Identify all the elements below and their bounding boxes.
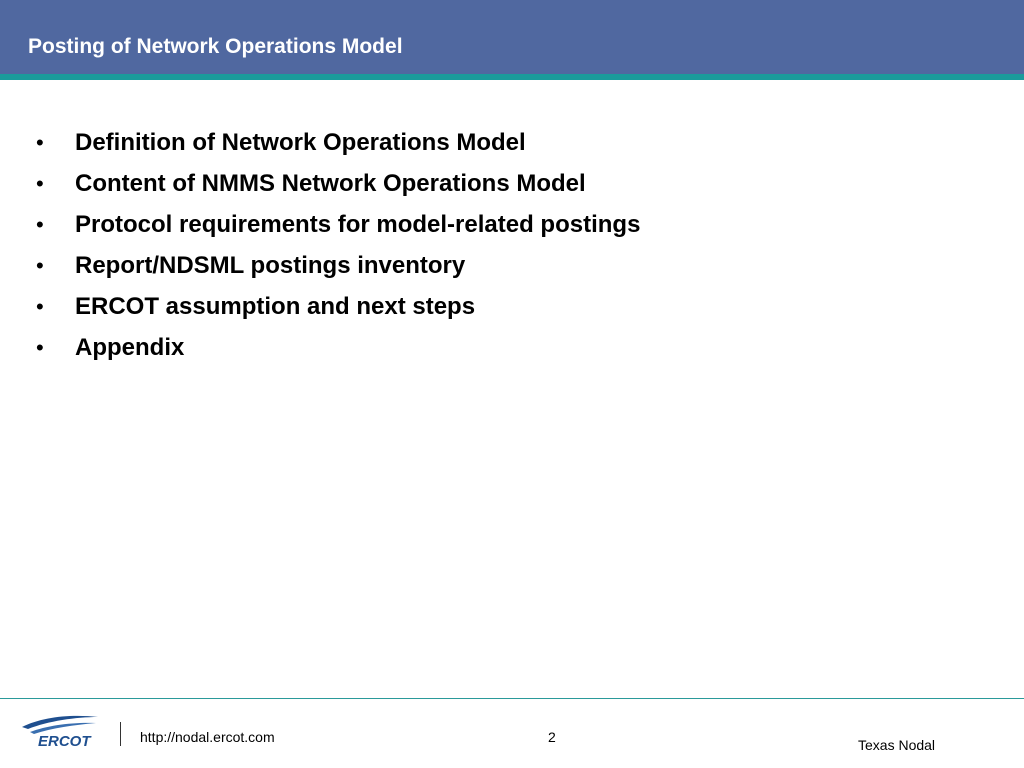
footer-rule: [0, 698, 1024, 699]
footer-url: http://nodal.ercot.com: [140, 729, 275, 745]
bullet-text: Definition of Network Operations Model: [75, 129, 526, 156]
bullet-icon: •: [36, 253, 44, 278]
bullet-icon: •: [36, 130, 44, 155]
bullet-list: [0, 122, 1024, 368]
bullet-item: [0, 122, 1024, 163]
ercot-logo-icon: [18, 710, 102, 750]
footer-divider: [120, 722, 121, 746]
bullet-text: Appendix: [75, 334, 185, 361]
bullet-text: Protocol requirements for model-related postings: [75, 211, 641, 238]
footer-brand: Texas Nodal: [858, 737, 936, 753]
page-number: 2: [548, 729, 556, 745]
bullet-icon: •: [36, 294, 44, 319]
bullet-text: ERCOT assumption and next steps: [75, 293, 476, 320]
ercot-logo-text: ERCOT: [38, 733, 91, 750]
bullet-icon: •: [36, 171, 44, 196]
bullet-item: [0, 204, 1024, 245]
bullet-item: [0, 163, 1024, 204]
bullet-item: [0, 286, 1024, 327]
bullet-icon: •: [36, 212, 44, 237]
bullet-item: [0, 245, 1024, 286]
bullet-icon: •: [36, 335, 44, 360]
slide-title: Posting of Network Operations Model: [28, 35, 403, 58]
bullet-item: [0, 327, 1024, 368]
bullet-text: Content of NMMS Network Operations Model: [75, 170, 586, 197]
title-underline: [0, 74, 1024, 80]
bullet-text: Report/NDSML postings inventory: [75, 252, 466, 279]
